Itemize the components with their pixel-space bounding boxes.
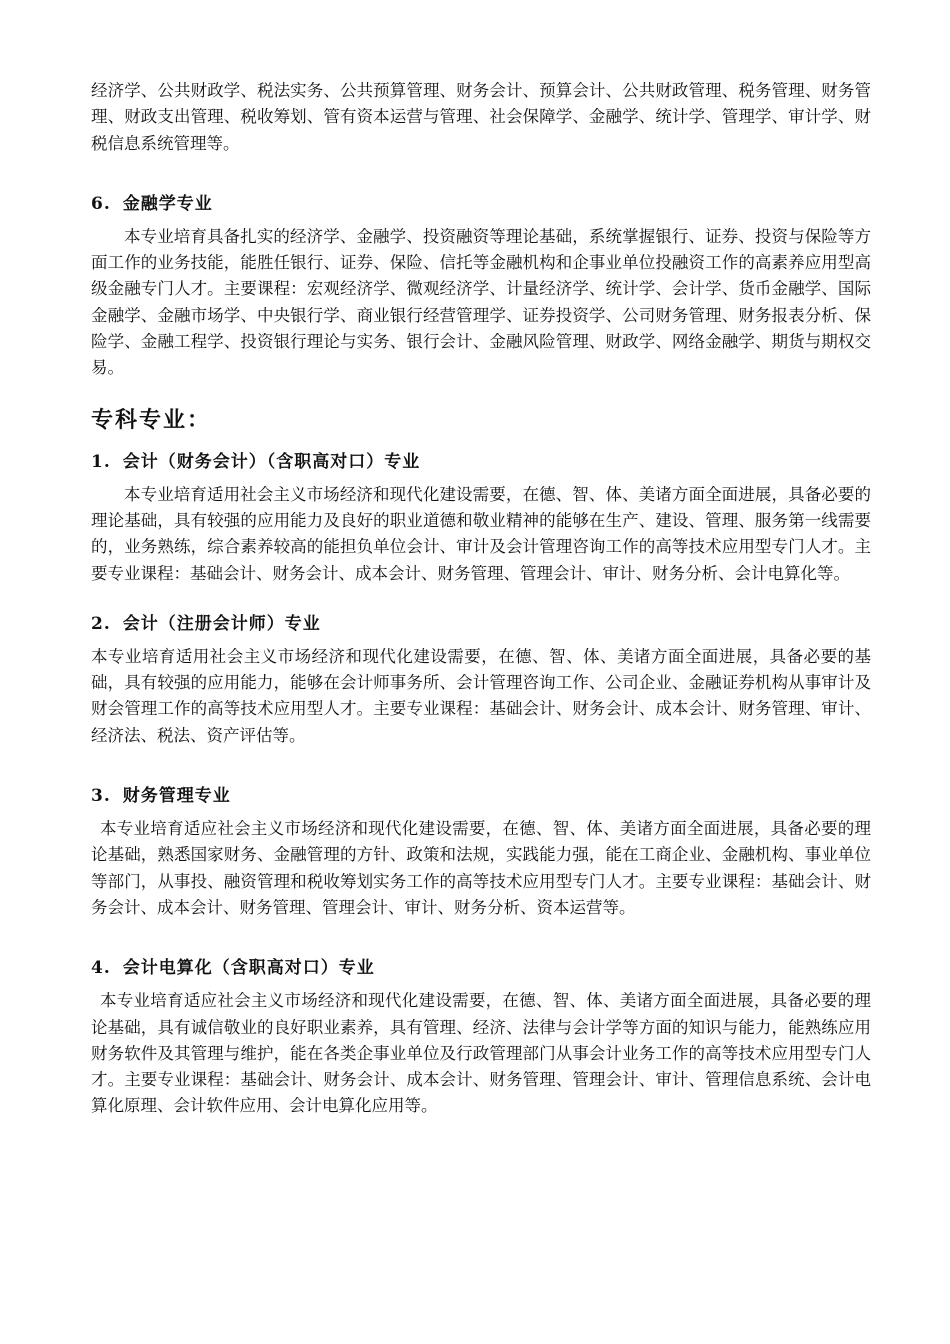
major-3-heading	[91, 783, 871, 809]
document-page	[91, 78, 871, 1120]
major-2-heading	[91, 611, 871, 637]
major-2-number: 2.	[91, 613, 111, 634]
major-3-number: 3.	[91, 786, 111, 807]
section-title: 专科专业：	[91, 407, 212, 433]
finance-paragraph: 本专业培育具备扎实的经济学、金融学、投资融资等理论基础，系统掌握银行、证券、投资与保险等方面工作的业务技能，能胜任银行、证券、保险、信托等金融机构和企事业单位投融资工作的高素养应用型高级金融专门人才。主要课程：宏观经济学、微观经济学、计量经济学、统计学、会计学、货币金融学、国际金融学、金融市场学、中央银行学、商业银行经营管理学、证券投资学、公司财务管理、财务报表分析、保险学、金融工程学、投资银行理论与实务、银行会计、金融风险管理、财政学、网络金融学、期货与期权交易。	[91, 226, 871, 378]
finance-heading-number: 6.	[91, 193, 111, 214]
major-1-heading	[91, 449, 871, 475]
major-4-title: 会计电算化（含职高对口）专业	[122, 958, 375, 979]
major-4-number: 4.	[91, 958, 111, 979]
finance-heading	[91, 191, 871, 217]
major-1-number: 1.	[91, 451, 111, 472]
major-1-paragraph: 本专业培育适用社会主义市场经济和现代化建设需要，在德、智、体、美诸方面全面进展，具备必要的理论基础，具有较强的应用能力及良好的职业道德和敬业精神的能够在生产、建设、管理、服务第一线需要的，业务熟练，综合素养较高的能担负单位会计、审计及会计管理咨询工作的高等技术应用型专门人才。主要专业课程：基础会计、财务会计、成本会计、财务管理、管理会计、审计、财务分析、会计电算化等。	[91, 484, 871, 583]
major-3-title: 财务管理专业	[122, 786, 231, 807]
major-1-title: 会计（财务会计）（含职高对口）专业	[122, 451, 421, 472]
major-3-paragraph: 本专业培育适应社会主义市场经济和现代化建设需要，在德、智、体、美诸方面全面进展，具备必要的理论基础，熟悉国家财务、金融管理的方针、政策和法规，实践能力强，能在工商企业、金融机构、事业单位等部门，从事投、融资管理和税收筹划实务工作的高等技术应用型专门人才。主要专业课程：基础会计、财务会计、成本会计、财务管理、管理会计、审计、财务分析、资本运营等。	[91, 819, 871, 917]
intro-paragraph: 经济学、公共财政学、税法实务、公共预算管理、财务会计、预算会计、公共财政管理、税务管理、财务管理、财政支出管理、税收筹划、管有资本运营与管理、社会保障学、金融学、统计学、管理学、审计学、财税信息系统管理等。	[91, 81, 871, 153]
major-4-paragraph: 本专业培育适应社会主义市场经济和现代化建设需要，在德、智、体、美诸方面全面进展，具备必要的理论基础，具有诚信敬业的良好职业素养，具有管理、经济、法律与会计学等方面的知识与能力，能熟练应用财务软件及其管理与维护，能在各类企事业单位及行政管理部门从事会计业务工作的高等技术应用型专门人才。主要专业课程：基础会计、财务会计、成本会计、财务管理、管理会计、审计、管理信息系统、会计电算化原理、会计软件应用、会计电算化应用等。	[91, 991, 871, 1116]
major-2-title: 会计（注册会计师）专业	[122, 613, 321, 634]
major-4-heading	[91, 955, 871, 981]
major-2-paragraph: 本专业培育适用社会主义市场经济和现代化建设需要，在德、智、体、美诸方面全面进展，具备必要的基础，具有较强的应用能力，能够在会计师事务所、会计管理咨询工作、公司企业、金融证券机构从事审计及财会管理工作的高等技术应用型人才。主要专业课程：基础会计、财务会计、成本会计、财务管理、审计、经济法、税法、资产评估等。	[91, 646, 871, 745]
finance-heading-title: 金融学专业	[122, 193, 213, 214]
